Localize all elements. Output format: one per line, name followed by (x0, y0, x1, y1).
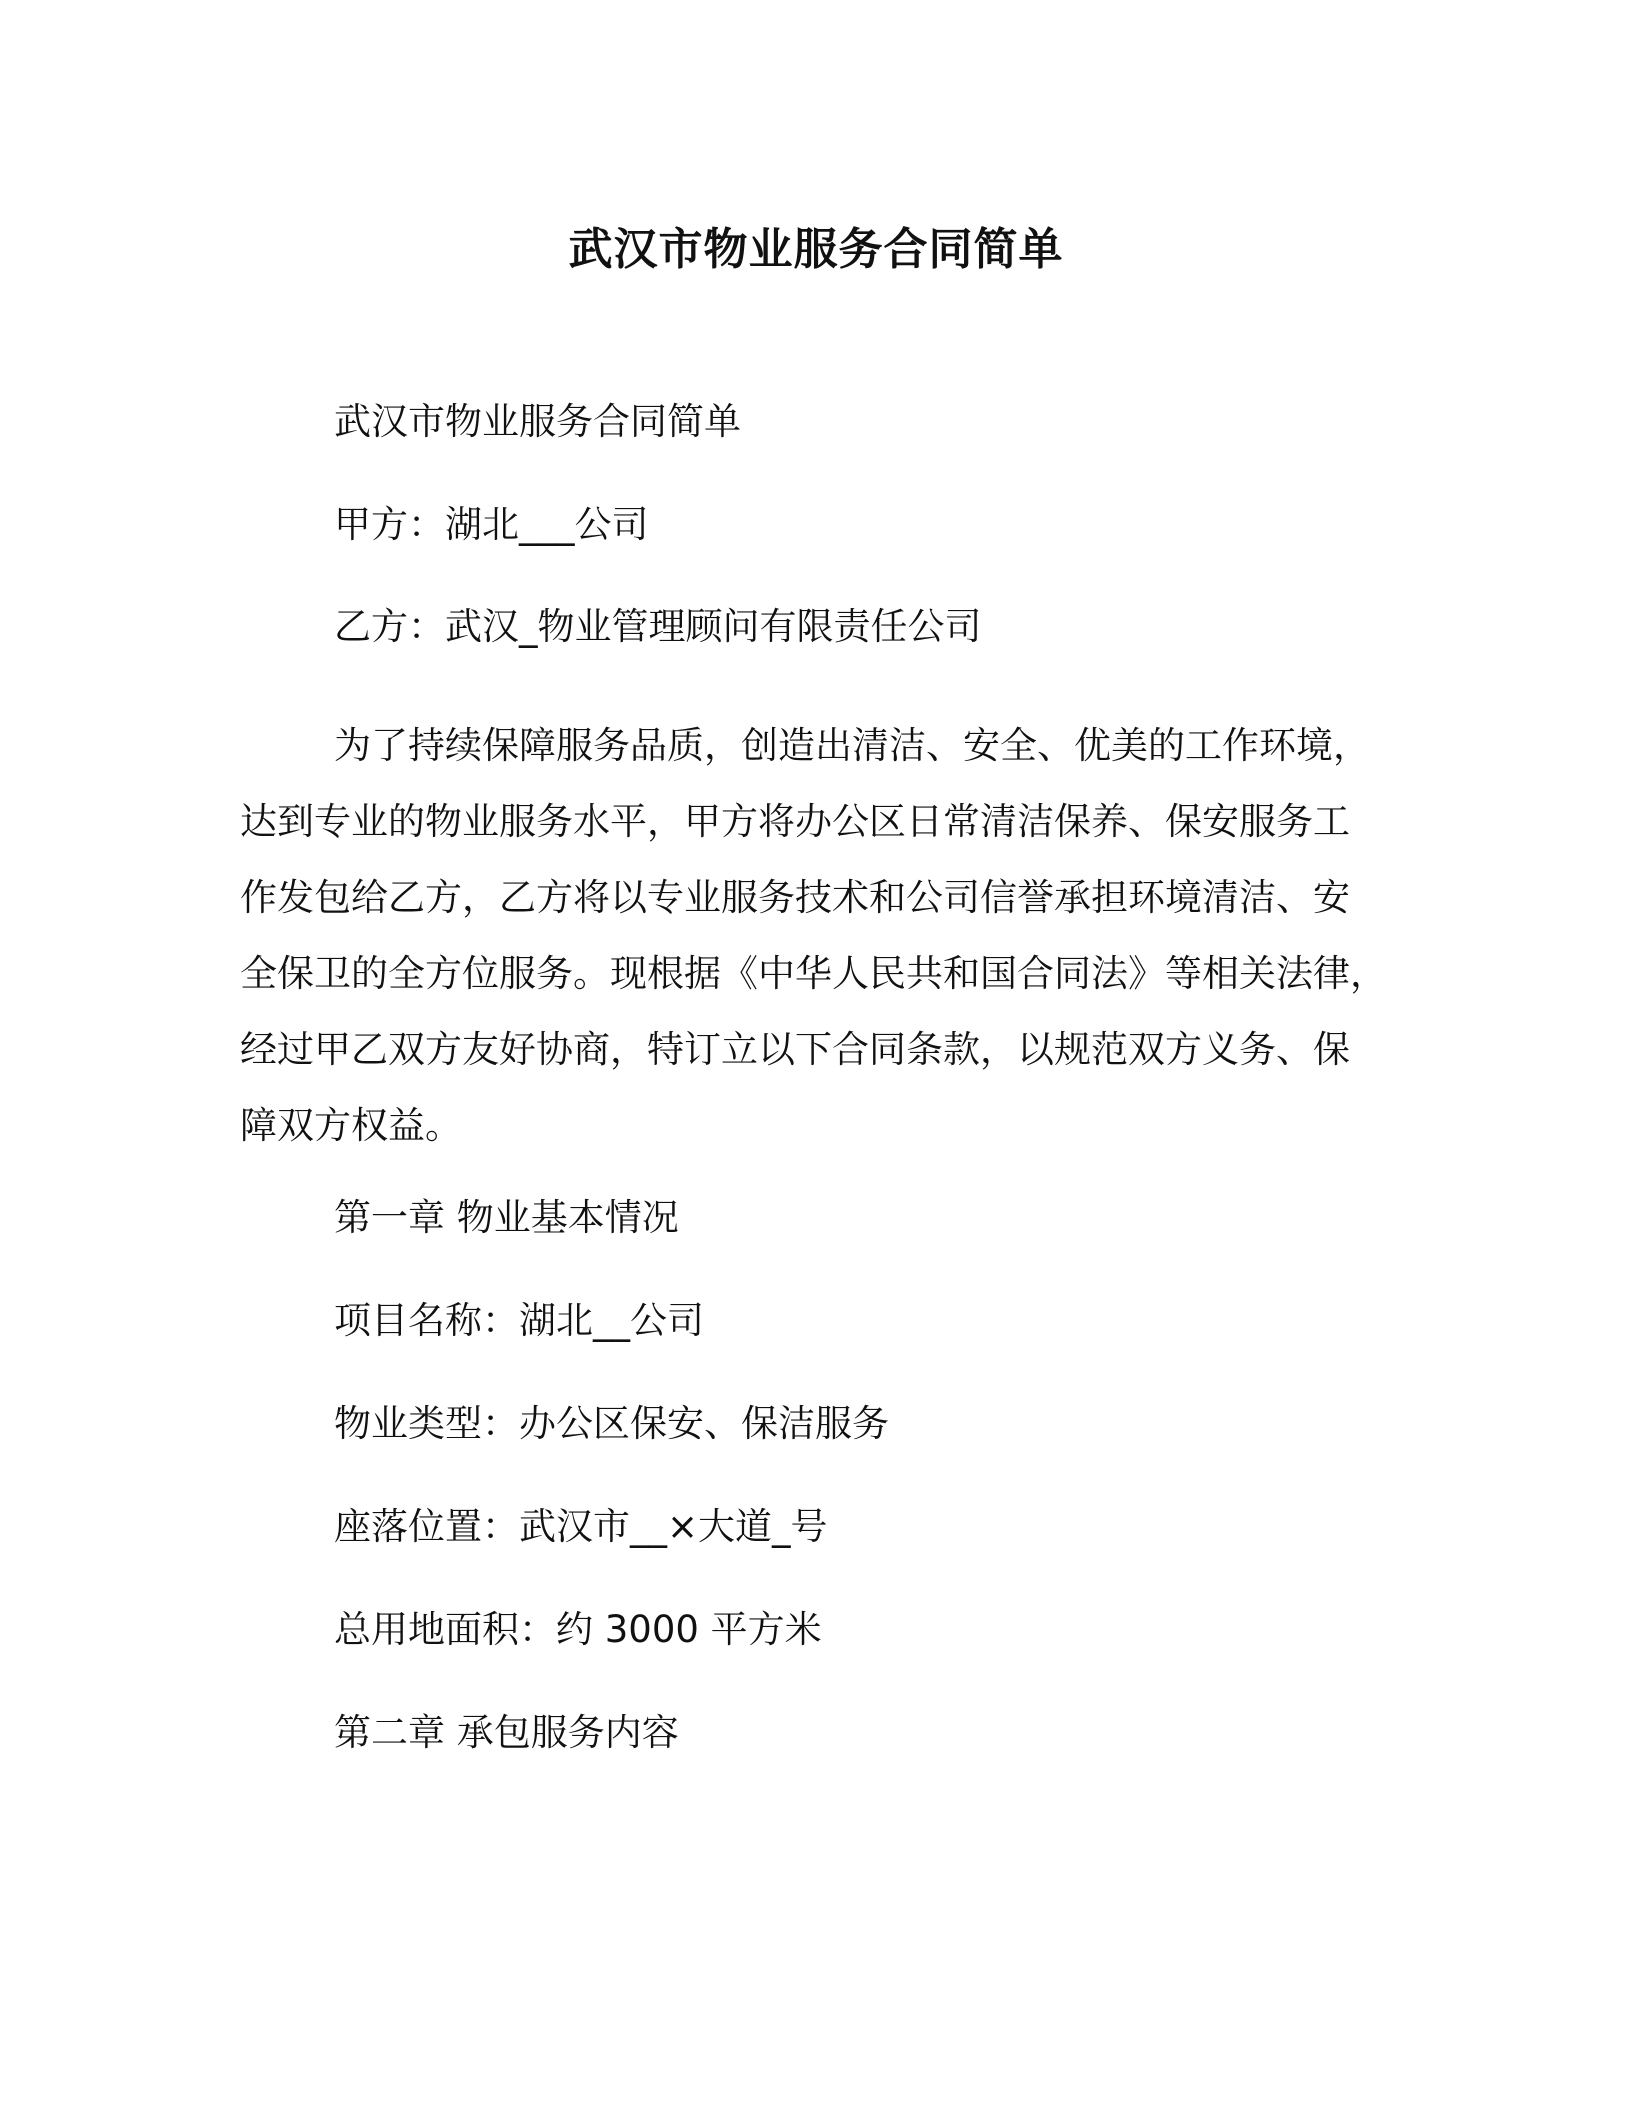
chapter-2-heading: 第二章 承包服务内容 (334, 1711, 679, 1754)
intro-line: 作发包给乙方，乙方将以专业服务技术和公司信誉承担环境清洁、安 (240, 876, 1350, 919)
document-title: 武汉市物业服务合同简单 (568, 224, 1064, 275)
property-type-line: 物业类型：办公区保安、保洁服务 (334, 1402, 889, 1445)
intro-line: 障双方权益。 (240, 1104, 462, 1147)
party-b-line: 乙方：武汉_物业管理顾问有限责任公司 (334, 605, 982, 648)
intro-paragraph (240, 708, 1390, 1164)
intro-line: 为了持续保障服务品质，创造出清洁、安全、优美的工作环境， (334, 724, 1370, 767)
location-line: 座落位置：武汉市__×大道_号 (334, 1505, 828, 1548)
chapter-1-heading: 第一章 物业基本情况 (334, 1196, 679, 1239)
project-name-line: 项目名称：湖北__公司 (334, 1299, 704, 1342)
intro-line: 经过甲乙双方友好协商，特订立以下合同条款，以规范双方义务、保 (240, 1028, 1350, 1071)
document-subtitle: 武汉市物业服务合同简单 (334, 400, 741, 443)
intro-line: 全保卫的全方位服务。现根据《中华人民共和国合同法》等相关法律， (240, 952, 1387, 995)
party-a-line: 甲方：湖北___公司 (334, 503, 649, 546)
total-area-line: 总用地面积：约 3000 平方米 (334, 1608, 822, 1651)
intro-line: 达到专业的物业服务水平，甲方将办公区日常清洁保养、保安服务工 (240, 800, 1350, 843)
